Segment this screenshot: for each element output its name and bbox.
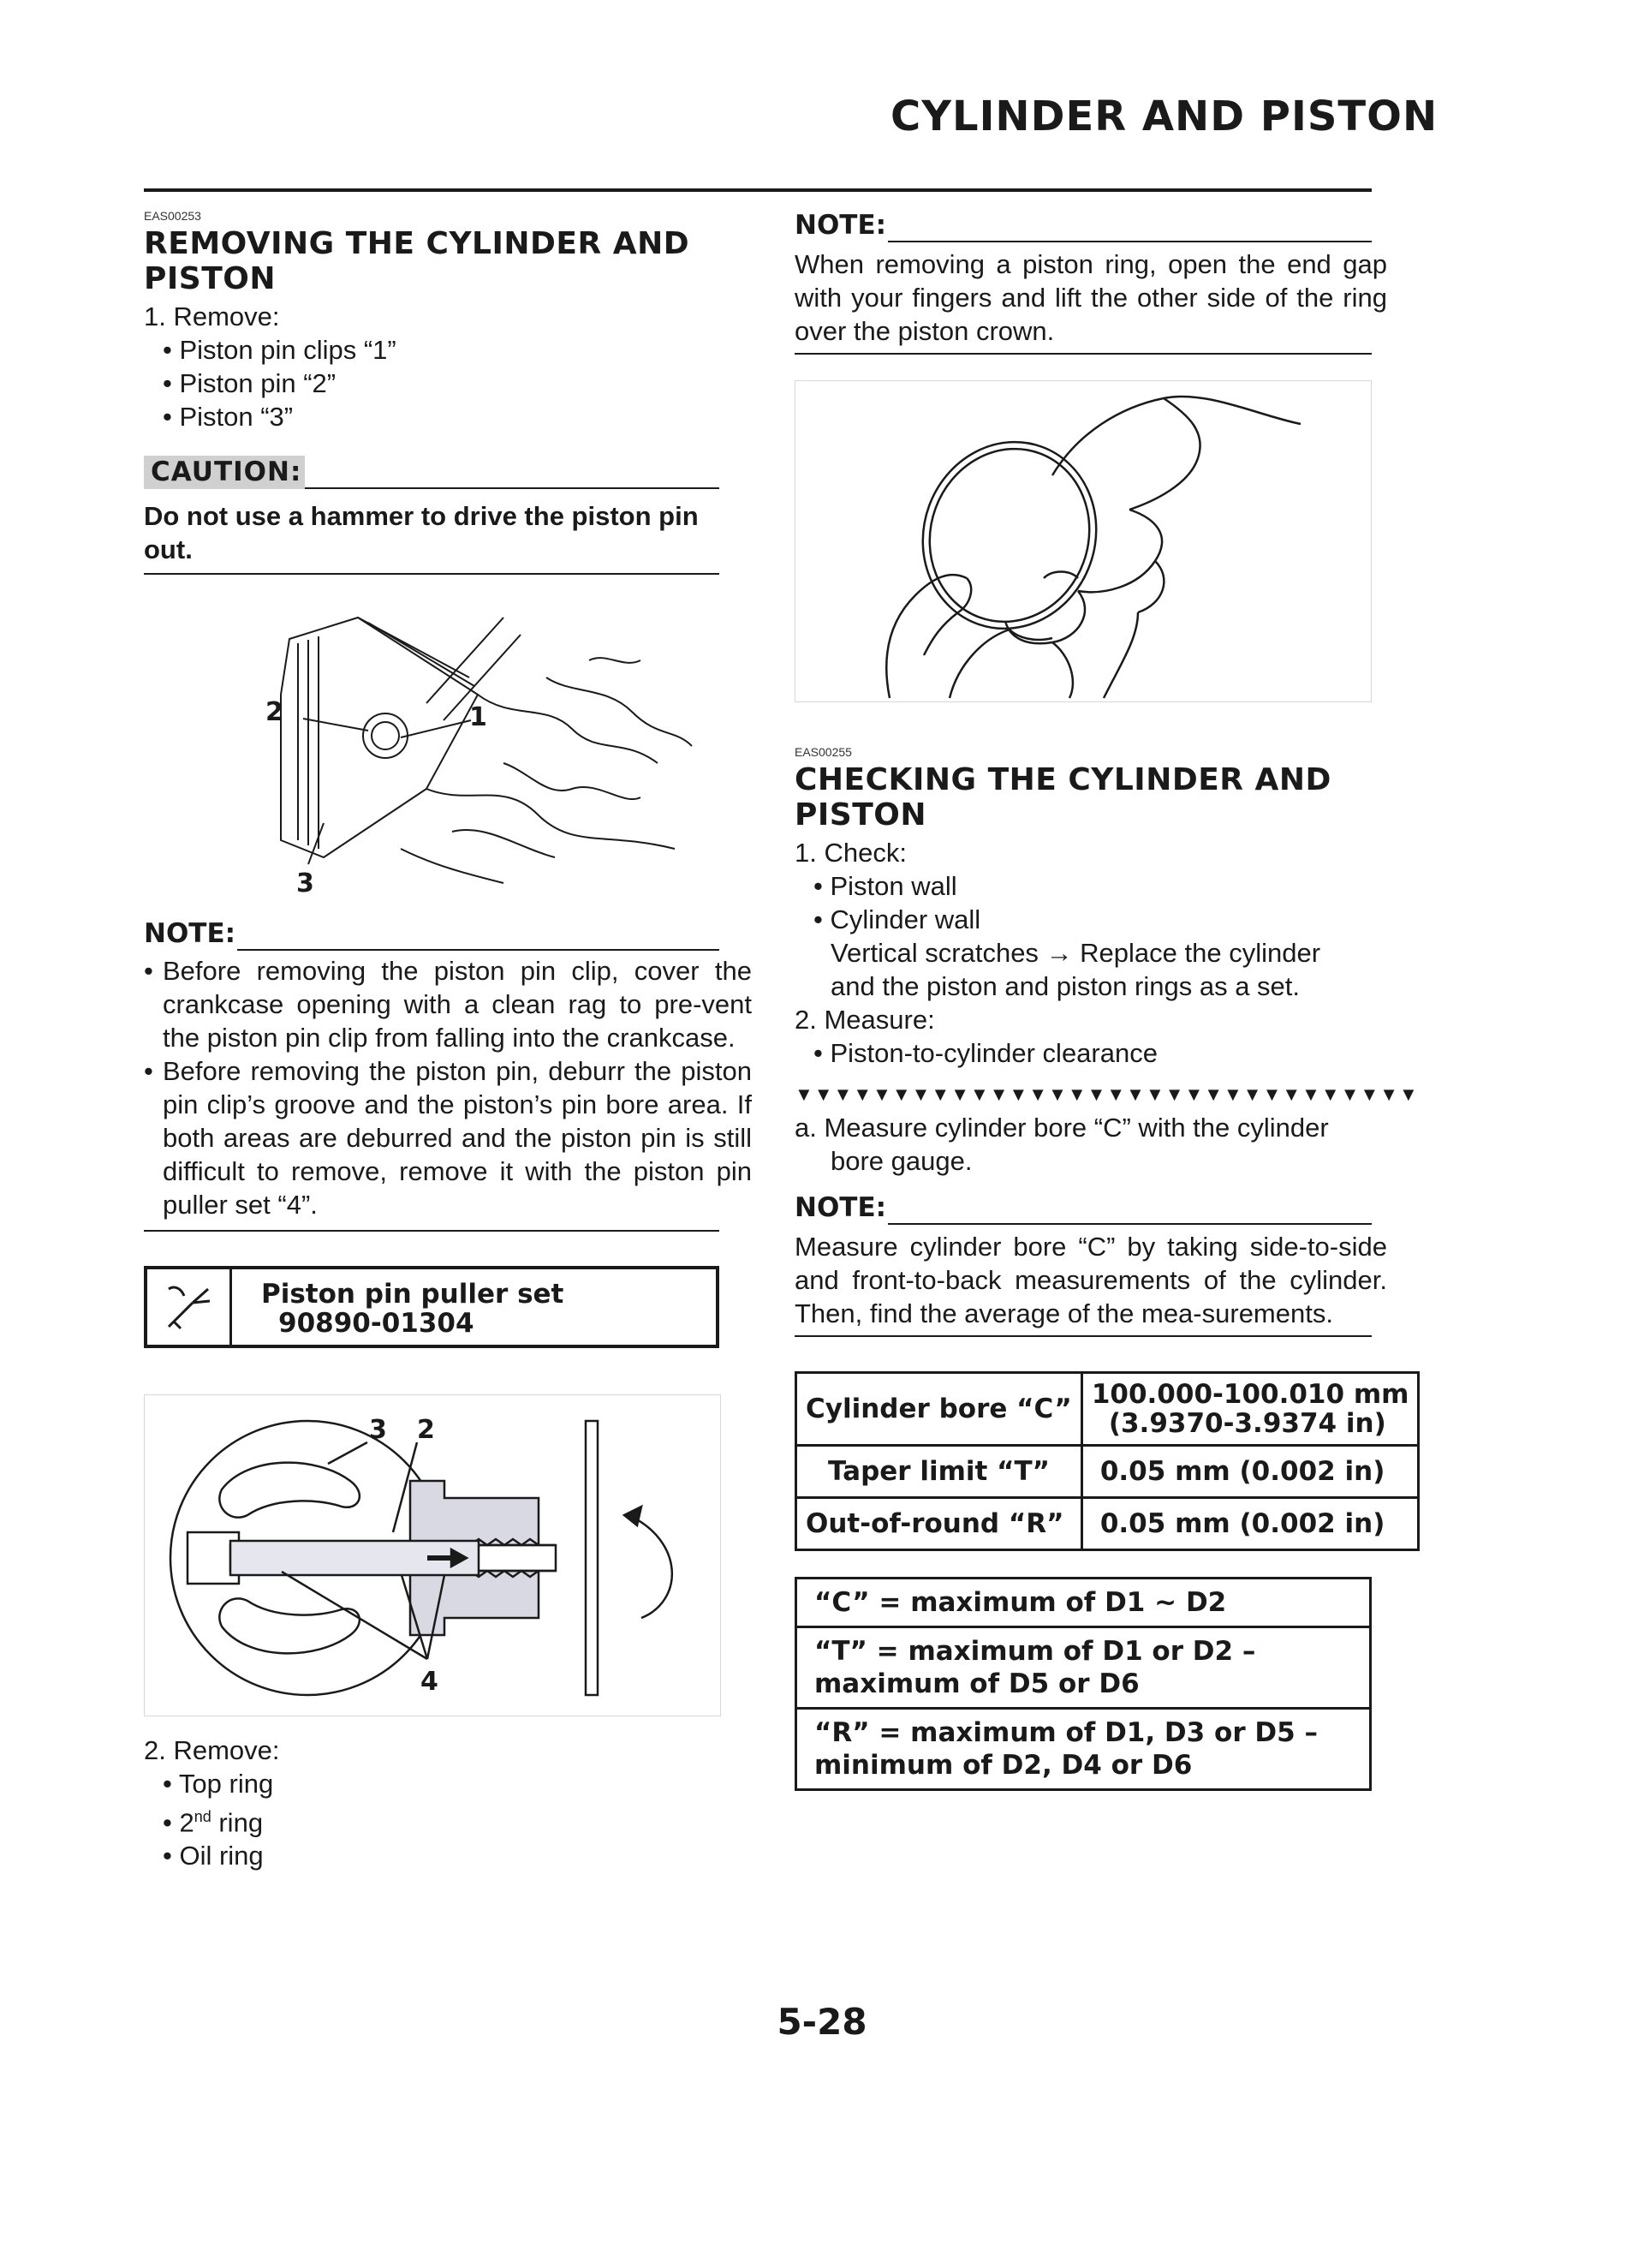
note-label: NOTE: [795,210,887,241]
section-code: EAS00253 [144,209,201,223]
fig2-label-2: 2 [417,1415,435,1445]
bullet-icon: • [144,956,153,986]
piston-illustration [144,592,719,900]
note-text: When removing a piston ring, open the end gap with your fingers and lift the other side of the ring over the piston crown. [795,249,1387,346]
list-item: • Oil ring [163,1841,264,1871]
note-end-rule [795,1335,1372,1337]
step-label: 1. Remove: [144,301,280,331]
spec-value: 0.05 mm (0.002 in) [1081,1446,1419,1498]
step-label: 1. Check: [795,838,907,868]
spec-value: 0.05 mm (0.002 in) [1081,1498,1419,1550]
note-label: NOTE: [795,1192,887,1223]
special-tool-box [144,1266,719,1348]
spec-label: Taper limit “T” [796,1446,1082,1498]
page-number: 5-28 [777,2001,867,2043]
list-item: • Piston-to-cylinder clearance [813,1038,1158,1068]
caution-rule [305,463,719,489]
step2-measure [795,1003,1394,1070]
fig2-label-4: 4 [420,1667,438,1697]
formula-row: “R” = maximum of D1, D3 or D5 – minimum of D2, D4 or D6 [797,1707,1369,1788]
step-label: 2. Measure: [795,1005,935,1035]
list-item: • 2nd ring [163,1807,264,1838]
spec-table [795,1371,1420,1551]
fig2-label-3: 3 [369,1415,387,1445]
section-code: EAS00255 [795,745,852,759]
step1-remove [144,300,752,433]
fig1-label-1: 1 [469,702,487,732]
caution-label: CAUTION: [144,456,305,489]
fig1-label-3: 3 [296,868,314,898]
ring-removal-illustration [795,381,1371,701]
piston-figure [144,592,719,900]
spec-label: Cylinder bore “C” [796,1373,1082,1446]
note-top [795,209,1387,355]
tool-name: Piston pin puller set [261,1279,564,1310]
puller-figure [144,1394,721,1716]
list-item: • Cylinder wall [813,904,981,934]
table-row [796,1446,1419,1498]
bullet-icon: • [144,1056,153,1086]
table-row [796,1373,1419,1446]
formula-row: “T” = maximum of D1 or D2 – maximum of D5 or D6 [797,1626,1369,1707]
list-item: • Piston pin “2” [163,368,337,398]
step1-check [795,836,1394,1003]
tool-icon [147,1269,232,1345]
note-bullet: Before removing the piston pin clip, cover the crankcase opening with a clean rag to pre-vent the piston pin clip from falling into the crankcase. [163,956,752,1053]
procedure-start-marker: ▼▼▼▼▼▼▼▼▼▼▼▼▼▼▼▼▼▼▼▼▼▼▼▼▼▼▼▼▼▼▼▼ [795,1083,1419,1105]
table-row [796,1498,1419,1550]
caution-text: Do not use a hammer to drive the piston pin out. [144,499,719,575]
spec-label: Out-of-round “R” [796,1498,1082,1550]
caution-block [144,456,719,575]
list-item: • Top ring [163,1769,274,1799]
page-title: CYLINDER AND PISTON [890,93,1438,140]
step-a: a. Measure cylinder bore “C” with the cylinder bore gauge. [795,1113,1329,1176]
section-title: CHECKING THE CYLINDER AND PISTON [795,762,1331,833]
ring-removal-figure [795,380,1372,702]
sub-text: Vertical scratches → Replace the cylinder and the piston and piston rings as a set. [831,938,1321,1001]
spec-value: 100.000-100.010 mm (3.9370-3.9374 in) [1081,1373,1419,1446]
note-end-rule [795,353,1372,355]
formula-row: “C” = maximum of D1 ~ D2 [814,1587,1227,1618]
note-label: NOTE: [144,918,236,949]
note-text: Measure cylinder bore “C” by taking side-to-side and front-to-back measurements of the cylinder. Then, find the average of the mea-surements. [795,1232,1387,1328]
fig1-label-2: 2 [265,697,283,727]
note-bullet: Before removing the piston pin, deburr the piston pin clip’s groove and the piston’s pin bore area. If both areas are deburred and the piston pin is still difficult to remove, remove it with the piston pin puller set “4”. [163,1056,752,1220]
list-item: • Piston pin clips “1” [163,335,396,365]
note-rule [888,217,1372,242]
header-rule [144,188,1372,192]
formula-box [795,1577,1372,1791]
section-title: REMOVING THE CYLINDER AND PISTON [144,226,690,296]
left-column [144,209,752,1872]
right-column [795,209,1419,1791]
puller-illustration [145,1395,720,1716]
note-rule [888,1199,1372,1225]
note-end-rule [144,1230,719,1232]
list-item: • Piston wall [813,871,957,901]
note-mid [795,1191,1387,1337]
note-block [144,917,752,1232]
tool-number: 90890-01304 [278,1308,474,1339]
step2-remove [144,1734,752,1872]
list-item: • Piston “3” [163,402,294,432]
step-label: 2. Remove: [144,1735,280,1765]
note-rule [237,925,719,951]
